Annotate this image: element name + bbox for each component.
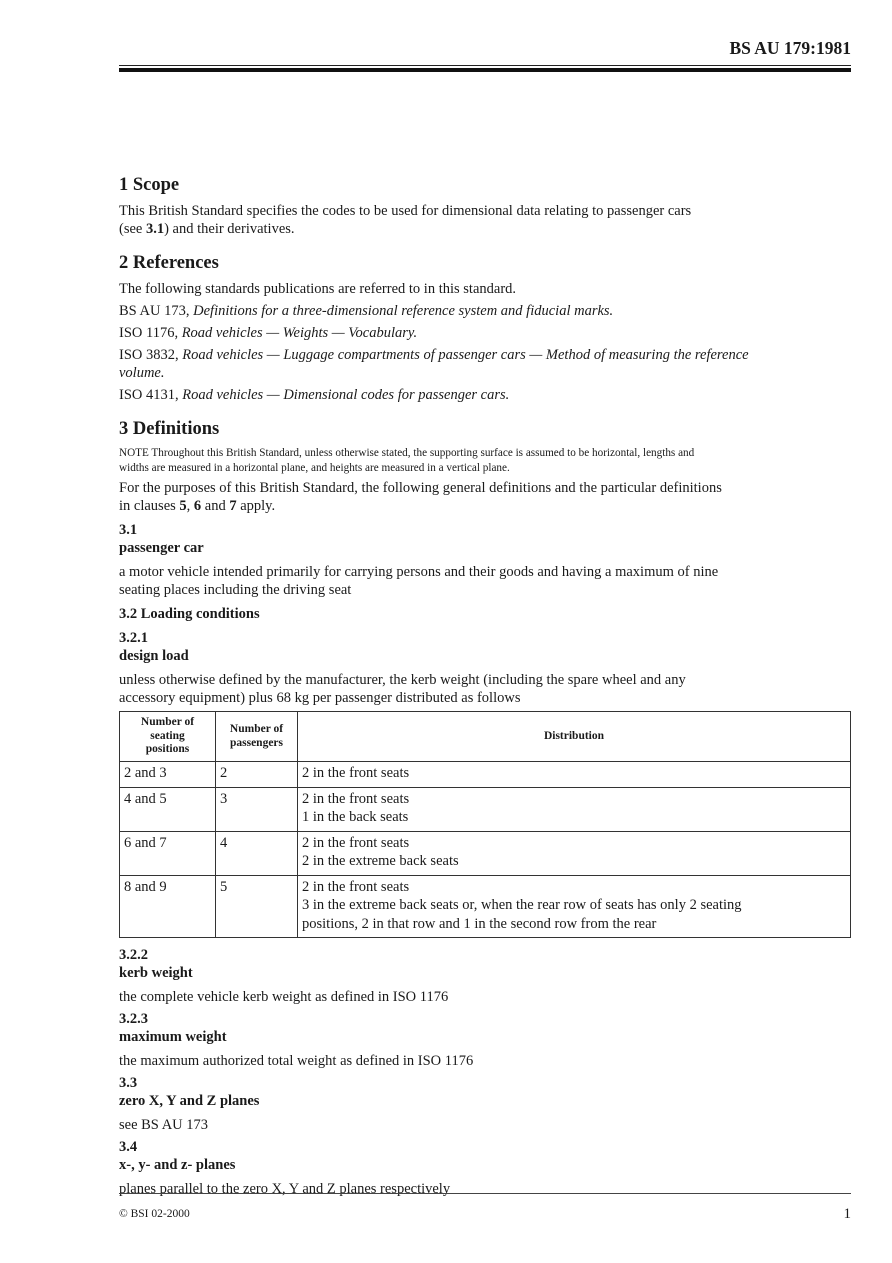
definition: unless otherwise defined by the manufacturer, the kerb weight (including the spare wheel and any accessory equipment) plus 68 kg per passenger distributed as follows <box>119 672 686 706</box>
section-3-title: 3 Definitions <box>119 419 220 439</box>
header-rule-thick <box>119 68 851 72</box>
document-id: BS AU 179:1981 <box>729 38 851 58</box>
term-passenger-car: passenger car <box>119 540 204 556</box>
column-header: Number of passengers <box>216 712 298 762</box>
term-zero-planes: zero X, Y and Z planes <box>119 1093 260 1109</box>
term-number: 3.4 <box>119 1139 138 1155</box>
page-number: 1 <box>843 1206 851 1222</box>
subsection-loading-conditions: 3.2 Loading conditions <box>119 606 260 622</box>
term-design-load: design load <box>119 648 189 664</box>
term-number: 3.2.1 <box>119 630 148 646</box>
scope-paragraph: This British Standard specifies the codes to be used for dimensional data relating to passenger cars (see 3.1) and their derivatives. <box>119 203 692 237</box>
term-number: 3.1 <box>119 522 138 538</box>
term-number: 3.2.2 <box>119 947 148 963</box>
footer-rule <box>119 1193 851 1194</box>
column-header: Distribution <box>298 712 851 762</box>
reference-item: ISO 3832, Road vehicles — Luggage compartments of passenger cars — Method of measuring the reference volume. <box>119 347 749 381</box>
definition: planes parallel to the zero X, Y and Z planes respectively <box>119 1181 451 1197</box>
definitions-intro: For the purposes of this British Standard, the following general definitions and the particular definitions in clauses 5, 6 and 7 apply. <box>119 480 722 514</box>
column-header: Number of seating positions <box>120 712 216 762</box>
term-number: 3.2.3 <box>119 1011 148 1027</box>
table-row: 4 and 5 3 2 in the front seats 1 in the back seats <box>120 787 851 831</box>
term-maximum-weight: maximum weight <box>119 1029 227 1045</box>
definition: the maximum authorized total weight as defined in ISO 1176 <box>119 1053 474 1069</box>
definition: a motor vehicle intended primarily for carrying persons and their goods and having a maximum of nine seating places including the driving seat <box>119 564 719 598</box>
definition: the complete vehicle kerb weight as defined in ISO 1176 <box>119 989 449 1005</box>
copyright: © BSI 02-2000 <box>119 1208 190 1220</box>
section-1-title: 1 Scope <box>119 175 180 195</box>
reference-item: ISO 1176, Road vehicles — Weights — Vocabulary. <box>119 325 418 341</box>
section-2-title: 2 References <box>119 253 219 273</box>
table-row: 2 and 3 2 2 in the front seats <box>120 762 851 788</box>
definitions-note: NOTE Throughout this British Standard, unless otherwise stated, the supporting surface is assumed to be horizontal, lengths and widths are measured in a horizontal plane, and heights are measured in a vertical plane. <box>119 447 695 474</box>
references-intro: The following standards publications are referred to in this standard. <box>119 281 517 297</box>
table-row: 8 and 9 5 2 in the front seats 3 in the extreme back seats or, when the rear row of seats has only 2 seating positions, 2 in that row and 1 in the second row from the rear <box>120 875 851 938</box>
design-load-table <box>119 711 851 938</box>
header-rule-thin <box>119 65 851 66</box>
definition: see BS AU 173 <box>119 1117 209 1133</box>
term-xyz-planes: x-, y- and z- planes <box>119 1157 236 1173</box>
document-body <box>119 172 851 1198</box>
term-kerb-weight: kerb weight <box>119 965 193 981</box>
term-number: 3.3 <box>119 1075 138 1091</box>
clause-ref: 3.1 <box>145 221 165 237</box>
reference-item: ISO 4131, Road vehicles — Dimensional codes for passenger cars. <box>119 387 510 403</box>
table-row: 6 and 7 4 2 in the front seats 2 in the extreme back seats <box>120 831 851 875</box>
reference-item: BS AU 173, Definitions for a three-dimensional reference system and fiducial marks. <box>119 303 614 319</box>
